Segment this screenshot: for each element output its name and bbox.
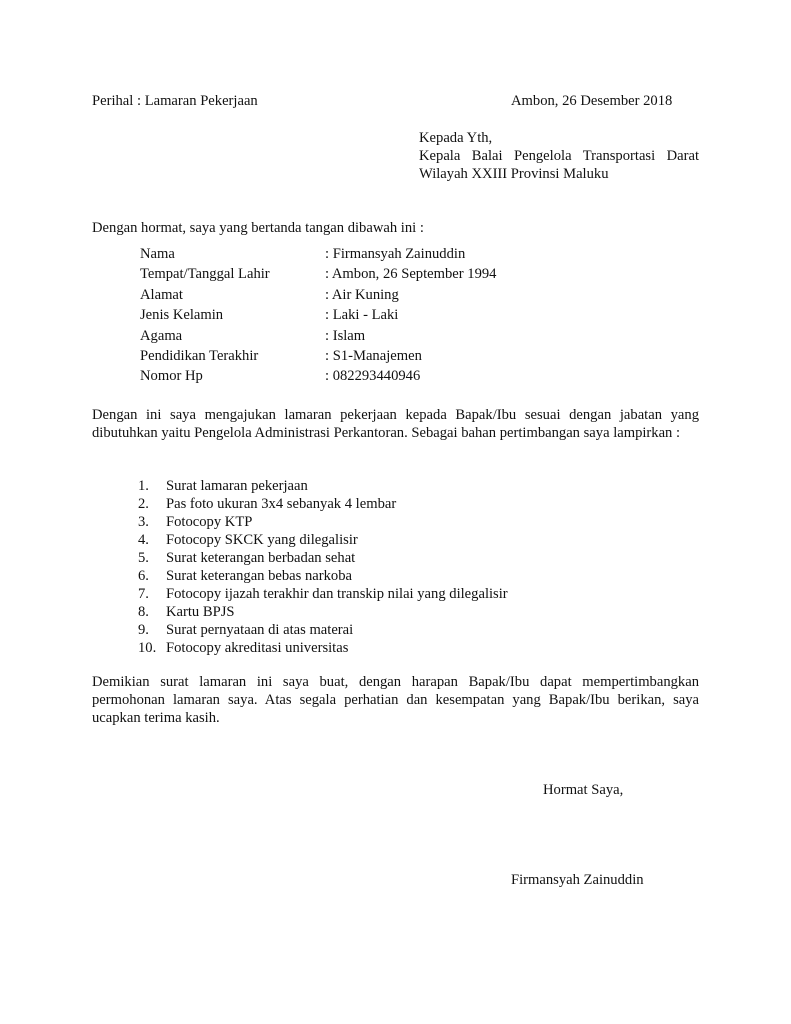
attachment-list	[138, 477, 508, 657]
list-item-number: 1.	[138, 478, 149, 494]
closing-paragraph: Demikian surat lamaran ini saya buat, dengan harapan Bapak/Ibu dapat mempertimbangkan permohonan lamaran saya. Atas segala perhatian dan kesempatan yang Bapak/Ibu berikan, saya ucapkan terima kasih.	[92, 674, 699, 726]
identity-value: : 082293440946	[325, 368, 421, 385]
letter-greeting: Dengan hormat, saya yang bertanda tangan dibawah ini :	[92, 220, 424, 236]
identity-label: Alamat	[140, 286, 183, 303]
identity-value: : Air Kuning	[325, 286, 399, 303]
identity-value: : Laki - Laki	[325, 307, 399, 324]
identity-row	[140, 265, 496, 285]
application-paragraph: Dengan ini saya mengajukan lamaran pekerjaan kepada Bapak/Ibu sesuai dengan jabatan yang dibutuhkan yaitu Pengelola Administrasi Perkantoran. Sebagai bahan pertimbangan saya lampirkan :	[92, 407, 699, 441]
identity-label: Nomor Hp	[140, 368, 203, 385]
list-item-number: 10.	[138, 640, 157, 656]
list-item-text: Pas foto ukuran 3x4 sebanyak 4 lembar	[166, 496, 397, 512]
identity-row	[140, 245, 496, 265]
list-item-text: Fotocopy akreditasi universitas	[166, 640, 349, 656]
identity-value: : Firmansyah Zainuddin	[325, 246, 466, 262]
recipient-region: Wilayah XXIII Provinsi Maluku	[419, 166, 609, 182]
identity-value: : Islam	[325, 327, 366, 344]
identity-label: Nama	[140, 246, 175, 262]
letter-place-date: Ambon, 26 Desember 2018	[511, 93, 673, 109]
list-item-number: 4.	[138, 532, 149, 548]
list-item-text: Surat keterangan berbadan sehat	[166, 550, 356, 566]
list-item-number: 7.	[138, 586, 149, 602]
list-item	[138, 477, 508, 495]
list-item	[138, 549, 508, 567]
identity-label: Jenis Kelamin	[140, 307, 224, 324]
identity-row	[140, 367, 496, 387]
identity-row	[140, 347, 496, 367]
list-item	[138, 621, 508, 639]
recipient-salutation: Kepada Yth,	[419, 130, 493, 146]
list-item	[138, 567, 508, 585]
list-item-text: Fotocopy SKCK yang dilegalisir	[166, 532, 358, 548]
list-item-number: 3.	[138, 514, 149, 530]
list-item-number: 2.	[138, 496, 149, 512]
list-item-text: Fotocopy ijazah terakhir dan transkip nilai yang dilegalisir	[166, 586, 508, 602]
identity-row	[140, 286, 496, 306]
list-item-text: Surat keterangan bebas narkoba	[166, 568, 352, 584]
identity-table	[140, 245, 496, 388]
list-item-number: 8.	[138, 604, 149, 620]
list-item-text: Kartu BPJS	[166, 604, 235, 620]
identity-row	[140, 327, 496, 347]
identity-row	[140, 306, 496, 326]
list-item	[138, 495, 508, 513]
list-item	[138, 603, 508, 621]
identity-label: Pendidikan Terakhir	[140, 347, 259, 364]
list-item-number: 9.	[138, 622, 149, 638]
recipient-title: Kepala Balai Pengelola Transportasi Darat	[419, 148, 699, 164]
signer-name: Firmansyah Zainuddin	[511, 872, 644, 888]
identity-label: Agama	[140, 327, 183, 344]
list-item-text: Surat lamaran pekerjaan	[166, 478, 308, 494]
identity-value: : S1-Manajemen	[325, 347, 422, 364]
closing-salutation: Hormat Saya,	[543, 782, 624, 798]
list-item	[138, 585, 508, 603]
list-item	[138, 513, 508, 531]
list-item-text: Surat pernyataan di atas materai	[166, 622, 354, 638]
recipient-block	[419, 129, 699, 183]
list-item-number: 5.	[138, 550, 149, 566]
list-item	[138, 639, 508, 657]
list-item-text: Fotocopy KTP	[166, 514, 253, 530]
list-item	[138, 531, 508, 549]
list-item-number: 6.	[138, 568, 149, 584]
identity-label: Tempat/Tanggal Lahir	[140, 266, 270, 283]
identity-value: : Ambon, 26 September 1994	[325, 266, 497, 283]
letter-subject: Perihal : Lamaran Pekerjaan	[92, 93, 258, 109]
